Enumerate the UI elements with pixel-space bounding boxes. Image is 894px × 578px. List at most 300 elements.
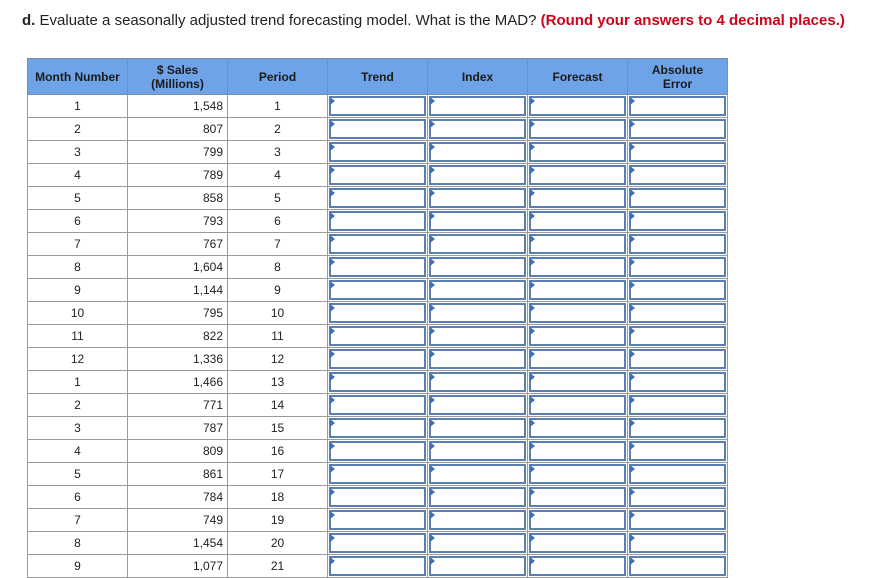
- answer-marker-icon: [630, 442, 635, 450]
- index-input-cell: [428, 233, 528, 256]
- answer-marker-icon: [530, 304, 535, 312]
- forecast-input[interactable]: [529, 372, 626, 392]
- answer-marker-icon: [430, 304, 435, 312]
- trend-input[interactable]: [329, 556, 426, 576]
- answer-marker-icon: [430, 396, 435, 404]
- forecast-input[interactable]: [529, 303, 626, 323]
- forecast-input[interactable]: [529, 165, 626, 185]
- trend-input-cell: [328, 509, 428, 532]
- month-number-cell: 6: [28, 210, 128, 233]
- forecast-input[interactable]: [529, 257, 626, 277]
- index-input[interactable]: [429, 510, 526, 530]
- table-row: [28, 532, 728, 555]
- forecast-input[interactable]: [529, 188, 626, 208]
- table-row: [28, 555, 728, 578]
- month-number-cell: 2: [28, 118, 128, 141]
- absolute-error-input-cell: [628, 440, 728, 463]
- answer-marker-icon: [630, 97, 635, 105]
- trend-input[interactable]: [329, 395, 426, 415]
- absolute-error-input[interactable]: [629, 395, 726, 415]
- rounding-instruction: (Round your answers to 4 decimal places.): [540, 12, 845, 29]
- answer-marker-icon: [430, 189, 435, 197]
- answer-marker-icon: [630, 212, 635, 220]
- month-number-cell: 8: [28, 256, 128, 279]
- answer-marker-icon: [330, 419, 335, 427]
- absolute-error-input[interactable]: [629, 441, 726, 461]
- table-row: [28, 509, 728, 532]
- period-cell: 5: [228, 187, 328, 210]
- index-input[interactable]: [429, 303, 526, 323]
- absolute-error-input[interactable]: [629, 464, 726, 484]
- absolute-error-input[interactable]: [629, 257, 726, 277]
- index-input[interactable]: [429, 372, 526, 392]
- table-row: [28, 233, 728, 256]
- absolute-error-input[interactable]: [629, 188, 726, 208]
- answer-marker-icon: [330, 534, 335, 542]
- trend-input[interactable]: [329, 349, 426, 369]
- forecast-input-cell: [528, 417, 628, 440]
- index-header: Index: [428, 59, 528, 95]
- answer-marker-icon: [530, 557, 535, 565]
- index-input[interactable]: [429, 257, 526, 277]
- answer-marker-icon: [330, 557, 335, 565]
- period-cell: 20: [228, 532, 328, 555]
- trend-input[interactable]: [329, 234, 426, 254]
- forecast-input[interactable]: [529, 510, 626, 530]
- index-input[interactable]: [429, 165, 526, 185]
- absolute-error-input-cell: [628, 532, 728, 555]
- month-number-cell: 4: [28, 164, 128, 187]
- answer-marker-icon: [630, 419, 635, 427]
- index-input[interactable]: [429, 280, 526, 300]
- index-input[interactable]: [429, 418, 526, 438]
- index-input-cell: [428, 486, 528, 509]
- table-row: [28, 417, 728, 440]
- sales-header-line1: $ Sales: [156, 62, 199, 77]
- forecast-input[interactable]: [529, 395, 626, 415]
- sales-cell: 1,077: [128, 555, 228, 578]
- index-input-cell: [428, 95, 528, 118]
- trend-input[interactable]: [329, 372, 426, 392]
- trend-input-cell: [328, 463, 428, 486]
- trend-input-cell: [328, 302, 428, 325]
- table-body: [28, 95, 728, 578]
- answer-marker-icon: [530, 373, 535, 381]
- absolute-error-input-cell: [628, 325, 728, 348]
- absolute-error-input[interactable]: [629, 280, 726, 300]
- trend-input[interactable]: [329, 533, 426, 553]
- forecast-input-cell: [528, 348, 628, 371]
- absolute-error-input[interactable]: [629, 211, 726, 231]
- absolute-error-input-cell: [628, 164, 728, 187]
- index-input[interactable]: [429, 533, 526, 553]
- trend-input-cell: [328, 555, 428, 578]
- trend-input-cell: [328, 187, 428, 210]
- period-cell: 11: [228, 325, 328, 348]
- answer-marker-icon: [330, 396, 335, 404]
- answer-marker-icon: [630, 327, 635, 335]
- sales-cell: 807: [128, 118, 228, 141]
- absolute-error-input-cell: [628, 210, 728, 233]
- month-number-cell: 7: [28, 509, 128, 532]
- month-number-header: Month Number: [28, 59, 128, 95]
- sales-cell: 795: [128, 302, 228, 325]
- answer-marker-icon: [330, 281, 335, 289]
- sales-cell: 787: [128, 417, 228, 440]
- absolute-error-input[interactable]: [629, 96, 726, 116]
- forecast-input-cell: [528, 164, 628, 187]
- forecast-header: Forecast: [528, 59, 628, 95]
- answer-marker-icon: [630, 557, 635, 565]
- question-part-label: d.: [22, 12, 36, 29]
- answer-marker-icon: [430, 166, 435, 174]
- table-row: [28, 187, 728, 210]
- index-input[interactable]: [429, 487, 526, 507]
- trend-input[interactable]: [329, 211, 426, 231]
- forecast-input[interactable]: [529, 487, 626, 507]
- month-number-cell: 3: [28, 417, 128, 440]
- period-cell: 1: [228, 95, 328, 118]
- answer-marker-icon: [330, 120, 335, 128]
- trend-input[interactable]: [329, 418, 426, 438]
- period-cell: 10: [228, 302, 328, 325]
- table-row: [28, 371, 728, 394]
- answer-marker-icon: [530, 419, 535, 427]
- index-input[interactable]: [429, 556, 526, 576]
- answer-marker-icon: [630, 281, 635, 289]
- trend-input[interactable]: [329, 119, 426, 139]
- sales-header-line2: (Millions): [151, 76, 204, 91]
- answer-marker-icon: [430, 511, 435, 519]
- table-row: [28, 141, 728, 164]
- table-row: [28, 463, 728, 486]
- forecast-input-cell: [528, 187, 628, 210]
- table-row: [28, 325, 728, 348]
- month-number-cell: 11: [28, 325, 128, 348]
- sales-cell: 858: [128, 187, 228, 210]
- trend-input-cell: [328, 371, 428, 394]
- period-cell: 12: [228, 348, 328, 371]
- index-input-cell: [428, 118, 528, 141]
- answer-marker-icon: [630, 511, 635, 519]
- trend-input-cell: [328, 95, 428, 118]
- absolute-error-input[interactable]: [629, 326, 726, 346]
- answer-marker-icon: [630, 350, 635, 358]
- index-input-cell: [428, 164, 528, 187]
- answer-marker-icon: [630, 189, 635, 197]
- sales-header: [128, 59, 228, 95]
- forecast-input[interactable]: [529, 142, 626, 162]
- trend-input[interactable]: [329, 303, 426, 323]
- sales-cell: 1,466: [128, 371, 228, 394]
- forecast-input[interactable]: [529, 119, 626, 139]
- absolute-error-input-cell: [628, 302, 728, 325]
- trend-input[interactable]: [329, 487, 426, 507]
- answer-marker-icon: [330, 373, 335, 381]
- answer-marker-icon: [330, 166, 335, 174]
- answer-marker-icon: [430, 419, 435, 427]
- forecast-input-cell: [528, 555, 628, 578]
- answer-marker-icon: [430, 373, 435, 381]
- trend-header: Trend: [328, 59, 428, 95]
- answer-marker-icon: [530, 97, 535, 105]
- trend-input[interactable]: [329, 326, 426, 346]
- sales-cell: 861: [128, 463, 228, 486]
- index-input[interactable]: [429, 441, 526, 461]
- table-row: [28, 486, 728, 509]
- answer-marker-icon: [530, 143, 535, 151]
- period-cell: 14: [228, 394, 328, 417]
- forecast-input-cell: [528, 325, 628, 348]
- trend-input-cell: [328, 164, 428, 187]
- table-row: [28, 118, 728, 141]
- answer-marker-icon: [430, 258, 435, 266]
- trend-input[interactable]: [329, 142, 426, 162]
- answer-marker-icon: [330, 304, 335, 312]
- answer-marker-icon: [330, 465, 335, 473]
- trend-input[interactable]: [329, 188, 426, 208]
- month-number-cell: 9: [28, 555, 128, 578]
- answer-marker-icon: [330, 511, 335, 519]
- answer-marker-icon: [430, 465, 435, 473]
- index-input-cell: [428, 440, 528, 463]
- table-header-row: [28, 59, 728, 95]
- answer-marker-icon: [330, 488, 335, 496]
- month-number-cell: 8: [28, 532, 128, 555]
- period-cell: 2: [228, 118, 328, 141]
- absolute-error-input-cell: [628, 141, 728, 164]
- forecast-input[interactable]: [529, 280, 626, 300]
- forecast-input[interactable]: [529, 556, 626, 576]
- answer-marker-icon: [430, 235, 435, 243]
- index-input[interactable]: [429, 234, 526, 254]
- absolute-error-input-cell: [628, 256, 728, 279]
- month-number-cell: 1: [28, 95, 128, 118]
- trend-input-cell: [328, 233, 428, 256]
- index-input[interactable]: [429, 464, 526, 484]
- index-input[interactable]: [429, 119, 526, 139]
- absolute-error-input-cell: [628, 417, 728, 440]
- trend-input[interactable]: [329, 510, 426, 530]
- trend-input[interactable]: [329, 280, 426, 300]
- index-input[interactable]: [429, 96, 526, 116]
- month-number-cell: 7: [28, 233, 128, 256]
- sales-cell: 1,336: [128, 348, 228, 371]
- trend-input-cell: [328, 141, 428, 164]
- index-input-cell: [428, 210, 528, 233]
- absolute-error-input[interactable]: [629, 418, 726, 438]
- forecast-input-cell: [528, 141, 628, 164]
- trend-input-cell: [328, 256, 428, 279]
- answer-marker-icon: [630, 166, 635, 174]
- index-input-cell: [428, 187, 528, 210]
- forecast-input-cell: [528, 532, 628, 555]
- forecast-table: [27, 58, 728, 578]
- month-number-cell: 12: [28, 348, 128, 371]
- forecast-input-cell: [528, 302, 628, 325]
- trend-input-cell: [328, 279, 428, 302]
- table-row: [28, 440, 728, 463]
- trend-input[interactable]: [329, 165, 426, 185]
- absolute-error-input[interactable]: [629, 142, 726, 162]
- answer-marker-icon: [430, 327, 435, 335]
- forecast-input-cell: [528, 394, 628, 417]
- period-cell: 9: [228, 279, 328, 302]
- period-cell: 7: [228, 233, 328, 256]
- absolute-error-input-cell: [628, 118, 728, 141]
- table-row: [28, 348, 728, 371]
- answer-marker-icon: [530, 465, 535, 473]
- answer-marker-icon: [430, 442, 435, 450]
- trend-input[interactable]: [329, 464, 426, 484]
- index-input[interactable]: [429, 395, 526, 415]
- forecast-input-cell: [528, 486, 628, 509]
- absolute-error-input[interactable]: [629, 165, 726, 185]
- forecast-input[interactable]: [529, 96, 626, 116]
- answer-marker-icon: [430, 281, 435, 289]
- answer-marker-icon: [630, 235, 635, 243]
- sales-cell: 749: [128, 509, 228, 532]
- trend-input-cell: [328, 417, 428, 440]
- trend-input-cell: [328, 210, 428, 233]
- period-cell: 6: [228, 210, 328, 233]
- absolute-error-input[interactable]: [629, 487, 726, 507]
- forecast-input[interactable]: [529, 326, 626, 346]
- absolute-error-input[interactable]: [629, 510, 726, 530]
- index-input[interactable]: [429, 211, 526, 231]
- forecast-input-cell: [528, 233, 628, 256]
- trend-input-cell: [328, 348, 428, 371]
- answer-marker-icon: [530, 258, 535, 266]
- answer-marker-icon: [530, 511, 535, 519]
- index-input[interactable]: [429, 349, 526, 369]
- absolute-error-input[interactable]: [629, 372, 726, 392]
- answer-marker-icon: [530, 281, 535, 289]
- forecast-input-cell: [528, 95, 628, 118]
- absolute-error-input[interactable]: [629, 303, 726, 323]
- absolute-error-input[interactable]: [629, 556, 726, 576]
- absolute-error-input[interactable]: [629, 349, 726, 369]
- answer-marker-icon: [630, 465, 635, 473]
- month-number-cell: 6: [28, 486, 128, 509]
- answer-marker-icon: [330, 212, 335, 220]
- answer-marker-icon: [530, 396, 535, 404]
- month-number-cell: 9: [28, 279, 128, 302]
- answer-marker-icon: [430, 557, 435, 565]
- forecast-input-cell: [528, 440, 628, 463]
- answer-marker-icon: [430, 488, 435, 496]
- absolute-error-input[interactable]: [629, 234, 726, 254]
- sales-cell: 809: [128, 440, 228, 463]
- answer-marker-icon: [430, 350, 435, 358]
- index-input[interactable]: [429, 142, 526, 162]
- trend-input[interactable]: [329, 257, 426, 277]
- absolute-error-input-cell: [628, 279, 728, 302]
- absolute-error-input-cell: [628, 486, 728, 509]
- abs-header-line1: Absolute: [651, 62, 704, 77]
- answer-marker-icon: [330, 143, 335, 151]
- absolute-error-header: [628, 59, 728, 95]
- forecast-input[interactable]: [529, 533, 626, 553]
- forecast-input[interactable]: [529, 441, 626, 461]
- forecast-input[interactable]: [529, 418, 626, 438]
- absolute-error-input[interactable]: [629, 119, 726, 139]
- forecast-input[interactable]: [529, 464, 626, 484]
- period-cell: 21: [228, 555, 328, 578]
- answer-marker-icon: [330, 189, 335, 197]
- absolute-error-input-cell: [628, 371, 728, 394]
- forecast-input[interactable]: [529, 211, 626, 231]
- answer-marker-icon: [430, 143, 435, 151]
- answer-marker-icon: [630, 373, 635, 381]
- sales-cell: 771: [128, 394, 228, 417]
- question-body: Evaluate a seasonally adjusted trend forecasting model. What is the MAD?: [35, 12, 541, 29]
- absolute-error-input-cell: [628, 394, 728, 417]
- answer-marker-icon: [630, 258, 635, 266]
- sales-cell: 1,144: [128, 279, 228, 302]
- index-input[interactable]: [429, 188, 526, 208]
- answer-marker-icon: [330, 258, 335, 266]
- index-input-cell: [428, 532, 528, 555]
- sales-cell: 784: [128, 486, 228, 509]
- absolute-error-input-cell: [628, 348, 728, 371]
- answer-marker-icon: [330, 235, 335, 243]
- forecast-input[interactable]: [529, 349, 626, 369]
- trend-input-cell: [328, 440, 428, 463]
- forecast-input-cell: [528, 256, 628, 279]
- trend-input-cell: [328, 394, 428, 417]
- sales-cell: 793: [128, 210, 228, 233]
- table-row: [28, 164, 728, 187]
- sales-cell: 767: [128, 233, 228, 256]
- absolute-error-input-cell: [628, 233, 728, 256]
- period-cell: 17: [228, 463, 328, 486]
- answer-marker-icon: [530, 442, 535, 450]
- absolute-error-input-cell: [628, 187, 728, 210]
- forecast-input[interactable]: [529, 234, 626, 254]
- answer-marker-icon: [430, 97, 435, 105]
- table-row: [28, 279, 728, 302]
- index-input[interactable]: [429, 326, 526, 346]
- answer-marker-icon: [330, 350, 335, 358]
- trend-input[interactable]: [329, 96, 426, 116]
- table-row: [28, 394, 728, 417]
- table-row: [28, 256, 728, 279]
- absolute-error-input-cell: [628, 463, 728, 486]
- answer-marker-icon: [530, 235, 535, 243]
- index-input-cell: [428, 555, 528, 578]
- month-number-cell: 3: [28, 141, 128, 164]
- month-number-cell: 2: [28, 394, 128, 417]
- answer-marker-icon: [630, 396, 635, 404]
- absolute-error-input[interactable]: [629, 533, 726, 553]
- answer-marker-icon: [330, 327, 335, 335]
- sales-cell: 789: [128, 164, 228, 187]
- forecast-input-cell: [528, 118, 628, 141]
- index-input-cell: [428, 463, 528, 486]
- index-input-cell: [428, 141, 528, 164]
- answer-marker-icon: [630, 143, 635, 151]
- index-input-cell: [428, 394, 528, 417]
- answer-marker-icon: [630, 304, 635, 312]
- forecast-input-cell: [528, 463, 628, 486]
- index-input-cell: [428, 256, 528, 279]
- trend-input[interactable]: [329, 441, 426, 461]
- answer-marker-icon: [530, 327, 535, 335]
- sales-cell: 822: [128, 325, 228, 348]
- forecast-input-cell: [528, 210, 628, 233]
- table-row: [28, 210, 728, 233]
